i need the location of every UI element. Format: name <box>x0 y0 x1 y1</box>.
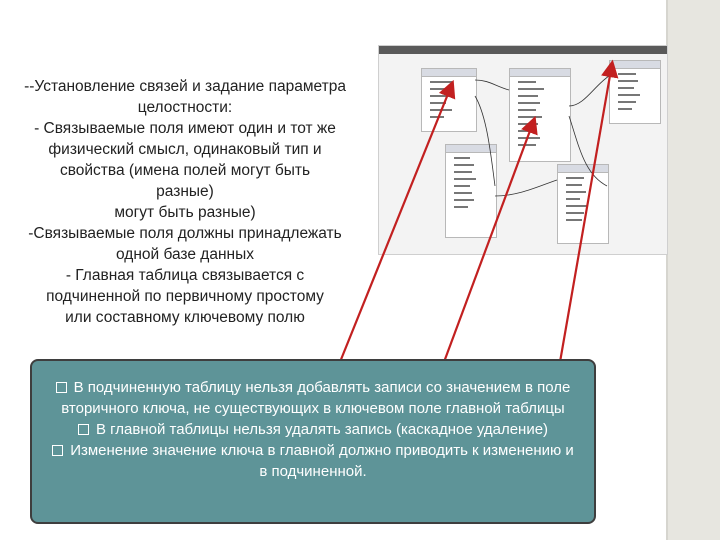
note-line: - Связываемые поля имеют один и тот же <box>34 120 336 137</box>
rule-item <box>50 377 576 419</box>
note-line: или составному ключевому полю <box>65 309 305 326</box>
note-line: могут быть разные) <box>114 204 256 221</box>
note-line: целостности: <box>137 99 233 116</box>
checkbox-icon <box>56 382 67 393</box>
note-line: физический смысл, одинаковый тип и <box>48 141 322 158</box>
note-line: разные) <box>156 183 214 200</box>
note-line: -Связываемые поля должны принадлежать <box>28 225 342 242</box>
note-line: - Главная таблица связывается с <box>65 267 305 284</box>
rule-text: Изменение значение ключа в главной должно приводить к изменению и в подчиненной. <box>70 442 574 480</box>
checkbox-icon <box>52 445 63 456</box>
arrow-to-related-table <box>560 64 612 362</box>
checkbox-icon <box>78 424 89 435</box>
note-line: --Установление связей и задание параметра <box>24 78 346 95</box>
rule-item <box>50 440 576 482</box>
note-line: подчиненной по первичному простому <box>46 288 324 305</box>
note-line: свойства (имена полей могут быть <box>59 162 311 179</box>
integrity-rules-callout <box>30 359 596 524</box>
note-line: одной базе данных <box>116 246 254 263</box>
rule-text: В подчиненную таблицу нельзя добавлять записи со значением в поле вторичного ключа, не существующих в ключевом поле главной таблицы <box>61 379 571 417</box>
rule-text: В главной таблицы нельзя удалять запись (каскадное удаление) <box>95 421 549 438</box>
rule-item <box>50 419 576 440</box>
arrow-to-foreign-field <box>444 120 534 362</box>
arrow-to-key-field <box>340 84 452 362</box>
